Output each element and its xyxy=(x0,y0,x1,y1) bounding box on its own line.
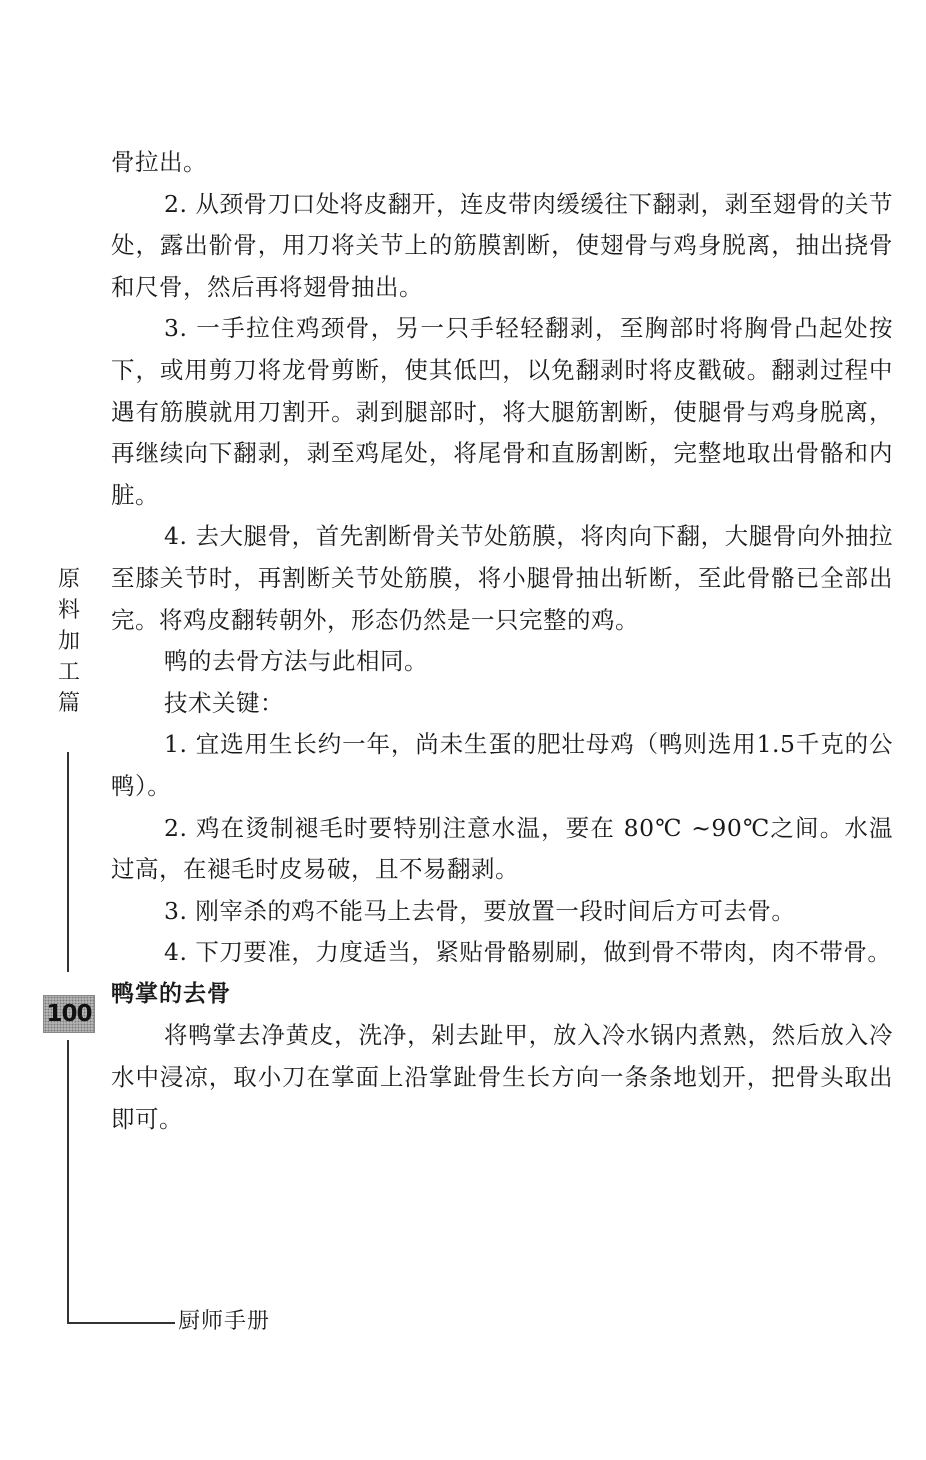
side-label-char: 加 xyxy=(57,629,80,654)
duck-feet-paragraph: 将鸭掌去净黄皮，洗净，剁去趾甲，放入冷水锅内煮熟，然后放入冷水中浸凉，取小刀在掌面上沿掌趾骨生长方向一条条地划开，把骨头取出即可。 xyxy=(111,1021,893,1133)
key-point-2: 2. 鸡在烫制褪毛时要特别注意水温，要在 80℃ ~90℃之间。水温过高，在褪毛时皮易破，且不易翻剥。 xyxy=(111,813,893,884)
side-label-char: 篇 xyxy=(57,691,80,716)
key-point-4: 4. 下刀要准，力度适当，紧贴骨骼剔刷，做到骨不带肉，肉不带骨。 xyxy=(164,938,892,967)
step-4-paragraph: 4. 去大腿骨，首先割断骨关节处筋膜，将肉向下翻，大腿骨向外抽拉至膝关节时，再割断关节处筋膜，将小腿骨抽出斩断，至此骨骼已全部出完。将鸡皮翻转朝外，形态仍然是一只完整的鸡。 xyxy=(111,522,893,634)
chapter-side-label xyxy=(54,564,84,719)
step-2-paragraph: 2. 从颈骨刀口处将皮翻开，连皮带肉缓缓往下翻剥，剥至翅骨的关节处，露出骱骨，用刀将关节上的筋膜割断，使翅骨与鸡身脱离，抽出挠骨和尺骨，然后再将翅骨抽出。 xyxy=(111,189,893,301)
margin-rule-bottom xyxy=(67,1040,69,1324)
section-heading: 鸭掌的去骨 xyxy=(111,980,231,1007)
step-3-paragraph: 3. 一手拉住鸡颈骨，另一只手轻轻翻剥，至胸部时将胸骨凸起处按下，或用剪刀将龙骨剪断，使其低凹，以免翻剥时将皮戳破。翻剥过程中遇有筋膜就用刀割开。剥到腿部时，将大腿筋割断，使腿骨与鸡身脱离，再继续向下翻剥，剥至鸡尾处，将尾骨和直肠割断，完整地取出骨骼和内脏。 xyxy=(111,314,893,509)
book-title: 厨师手册 xyxy=(178,1309,271,1334)
key-points-label: 技术关键： xyxy=(164,688,284,717)
side-label-char: 工 xyxy=(57,660,80,685)
margin-rule-top xyxy=(67,752,69,972)
key-point-3: 3. 刚宰杀的鸡不能马上去骨，要放置一段时间后方可去骨。 xyxy=(164,896,796,925)
page-body xyxy=(111,142,893,1140)
key-point-1: 1. 宜选用生长约一年，尚未生蛋的肥壮母鸡（鸭则选用1.5千克的公鸭）。 xyxy=(111,730,893,800)
page-number-badge: 100 xyxy=(43,995,95,1033)
duck-note-paragraph: 鸭的去骨方法与此相同。 xyxy=(164,647,428,676)
footer-rule xyxy=(67,1322,175,1324)
side-label-char: 料 xyxy=(57,598,80,623)
paragraph-continuation: 骨拉出。 xyxy=(111,148,207,176)
side-label-char: 原 xyxy=(57,567,80,592)
